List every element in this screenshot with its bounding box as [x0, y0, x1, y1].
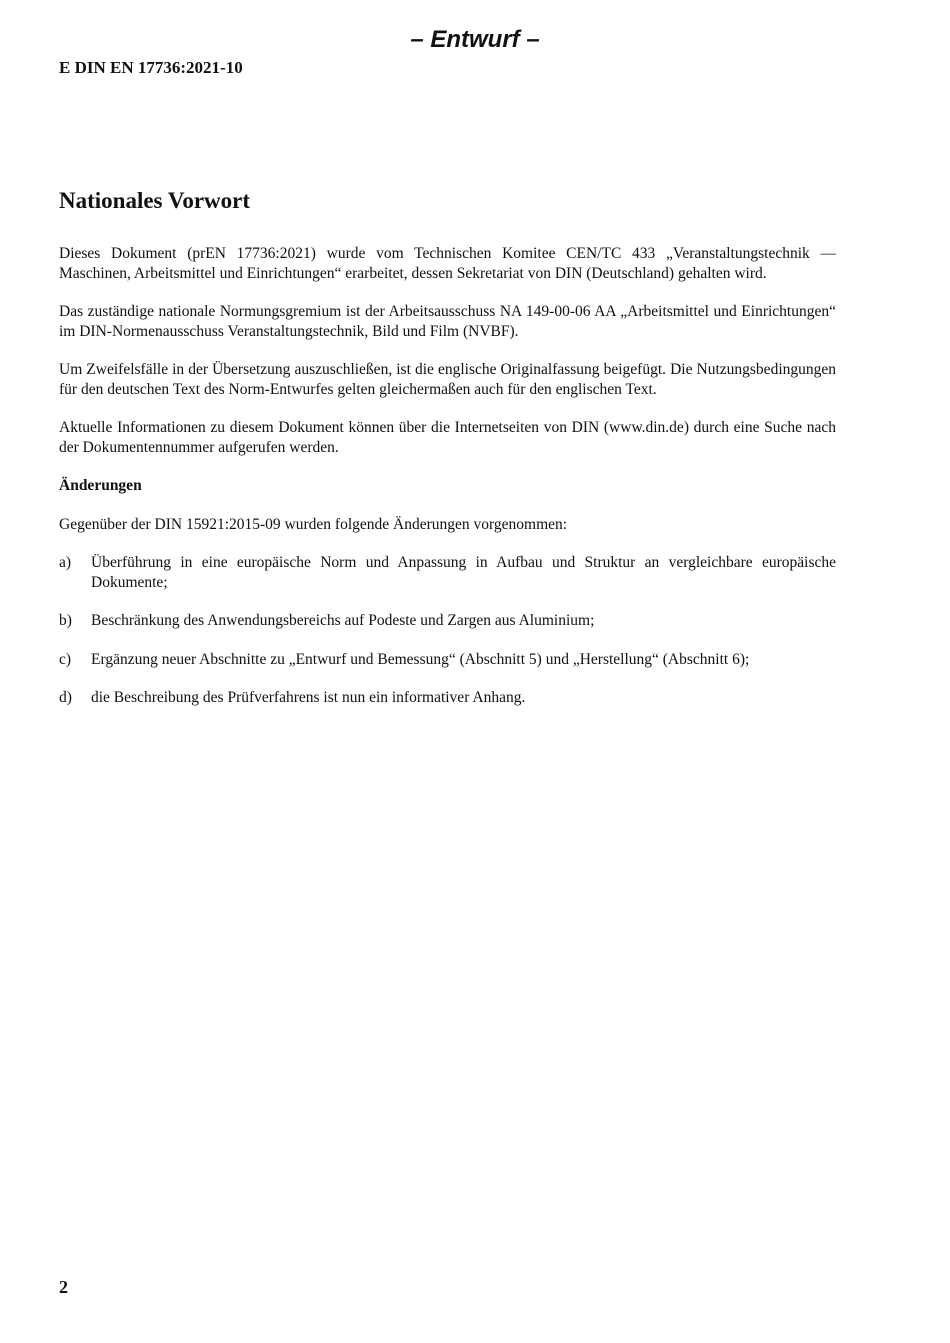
- page-number: 2: [59, 1277, 68, 1297]
- list-item: [59, 611, 836, 631]
- paragraph-committee: Dieses Dokument (prEN 17736:2021) wurde vom Technischen Komitee CEN/TC 433 „Veranstaltungstechnik — Maschinen, Arbeitsmittel und Einrichtungen“ erarbeitet, dessen Sekretariat von DIN (Deutschland) gehalten wird.: [59, 245, 836, 282]
- document-identifier: E DIN EN 17736:2021-10: [59, 58, 243, 77]
- paragraph-national-body: Das zuständige nationale Normungsgremium ist der Arbeitsausschuss NA 149-00-06 AA „Arbeitsmittel und Einrichtungen“ im DIN-Normenausschuss Veranstaltungstechnik, Bild und Film (NVBF).: [59, 303, 836, 340]
- section-title: Nationales Vorwort: [59, 188, 251, 213]
- paragraph-current-information: Aktuelle Informationen zu diesem Dokument können über die Internetseiten von DIN (www.din.de) durch eine Suche nach der Dokumentennummer aufgerufen werden.: [59, 419, 836, 456]
- list-marker: a): [59, 554, 72, 571]
- changes-introduction: Gegenüber der DIN 15921:2015-09 wurden folgende Änderungen vorgenommen:: [59, 515, 568, 533]
- changes-list: [59, 553, 836, 708]
- list-item-text: Beschränkung des Anwendungsbereichs auf Podeste und Zargen aus Aluminium;: [91, 612, 595, 629]
- list-item-text: die Beschreibung des Prüfverfahrens ist nun ein informativer Anhang.: [91, 689, 526, 706]
- list-item: [59, 688, 836, 708]
- changes-heading: Änderungen: [59, 477, 142, 494]
- list-item: [59, 650, 836, 670]
- list-marker: b): [59, 612, 72, 629]
- document-body: [59, 186, 836, 727]
- list-item-text: Ergänzung neuer Abschnitte zu „Entwurf und Bemessung“ (Abschnitt 5) und „Herstellung“ (Abschnitt 6);: [91, 650, 750, 668]
- list-item: [59, 553, 836, 592]
- paragraph-translation: Um Zweifelsfälle in der Übersetzung auszuschließen, ist die englische Originalfassung beigefügt. Die Nutzungsbedingungen für den deutschen Text des Norm-Entwurfes gelten gleichermaßen auch für den englischen Text.: [59, 361, 836, 398]
- list-marker: c): [59, 650, 72, 668]
- list-item-text: Überführung in eine europäische Norm und Anpassung in Aufbau und Struktur an vergleichbare europäische Dokumente;: [91, 554, 836, 591]
- draft-watermark: – Entwurf –: [410, 26, 540, 53]
- list-marker: d): [59, 689, 72, 706]
